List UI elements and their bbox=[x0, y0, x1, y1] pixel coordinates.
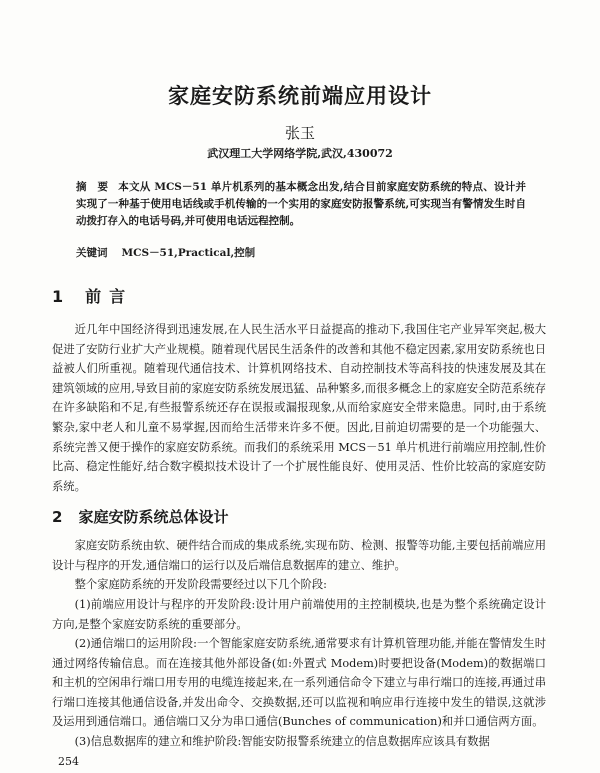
section-2-number: 2 bbox=[52, 508, 63, 526]
section-2-paragraph-2: 整个家庭防系统的开发阶段需要经过以下几个阶段: bbox=[74, 578, 327, 591]
section-1-title: 前言 bbox=[85, 287, 134, 306]
section-1-heading bbox=[52, 284, 133, 307]
author-affiliation: 武汉理工大学网络学院,武汉,430072 bbox=[207, 147, 393, 160]
section-2-title: 家庭安防系统总体设计 bbox=[78, 508, 229, 526]
section-1-paragraph: 近几年中国经济得到迅速发展,在人民生活水平日益提高的推动下,我国住宅产业异军突起,极大促进了安防行业扩大产业规模。随着现代居民生活条件的改善和其他不稳定因素,家用安防系统也日益被人们所重视。随着现代通信技术、计算机网络技术、自动控制技术等高科技的快速发展及其在建筑领域的应用,导致目前的家庭安防系统发展迅猛、品种繁多,而很多概念上的家庭安全防范系统存在许多缺陷和不足,有些报警系统还存在误报或漏报现象,从而给家庭安全带来隐患。同时,由于系统繁杂,家中老人和儿童不易掌握,因而给生活带来许多不便。因此,目前迫切需要的是一个功能强大、系统完善又便于操作的家庭安防系统。而我们的系统采用 MCS－51 单片机进行前端应用控制,性价比高、稳定性能好,结合数字模拟技术设计了一个扩展性能良好、使用灵活、性价比较高的家庭安防系统。 bbox=[52, 323, 546, 493]
paper-title: 家庭安防系统前端应用设计 bbox=[168, 84, 432, 108]
author-name: 张玉 bbox=[284, 124, 315, 142]
abstract bbox=[76, 179, 526, 230]
keywords bbox=[76, 245, 526, 260]
page-number: 254 bbox=[58, 755, 79, 768]
section-2-paragraph-4: (2)通信端口的运用阶段:一个智能家庭安防系统,通常要求有计算机管理功能,并能在警情发生时通过网络传输信息。而在连接其他外部设备(如:外置式 Modem)时要把设备(Modem)的数据端口和主机的空闲串行端口用专用的电缆连接起来,在一系列通信命令下建立与串行端口的连接,再通过串行端口连接其他通信设备,并发出命令、交换数据,还可以监视和响应串行连接中发生的错误,这就涉及运用到通信端口。通信端口又分为串口通信(Bunches of communication)和并口通信两方面。 bbox=[52, 637, 546, 729]
section-1-number: 1 bbox=[52, 287, 64, 306]
section-2-paragraph-5: (3)信息数据库的建立和维护阶段:智能安防报警系统建立的信息数据库应该具有数据 bbox=[74, 735, 490, 748]
section-2-paragraph-3: (1)前端应用设计与程序的开发阶段:设计用户前端使用的主控制模块,也是为整个系统确定设计方向,是整个家庭安防系统的重要部分。 bbox=[52, 598, 546, 631]
abstract-label: 摘 要 bbox=[76, 181, 109, 193]
keywords-text: MCS－51,Practical,控制 bbox=[121, 247, 256, 259]
abstract-text: 本文从 MCS－51 单片机系列的基本概念出发,结合目前家庭安防系统的特点、设计并实现了一种基于使用电话线或手机传输的一个实用的家庭安防报警系统,可实现当有警情发生时自动拨打存入的电话号码,并可使用电话远程控制。 bbox=[76, 181, 526, 227]
section-2-heading bbox=[52, 506, 228, 527]
keywords-label: 关键词 bbox=[76, 247, 108, 259]
section-2-paragraph-1: 家庭安防系统由软、硬件结合而成的集成系统,实现布防、检测、报警等功能,主要包括前端应用设计与程序的开发,通信端口的运行以及后端信息数据库的建立、维护。 bbox=[52, 539, 546, 572]
